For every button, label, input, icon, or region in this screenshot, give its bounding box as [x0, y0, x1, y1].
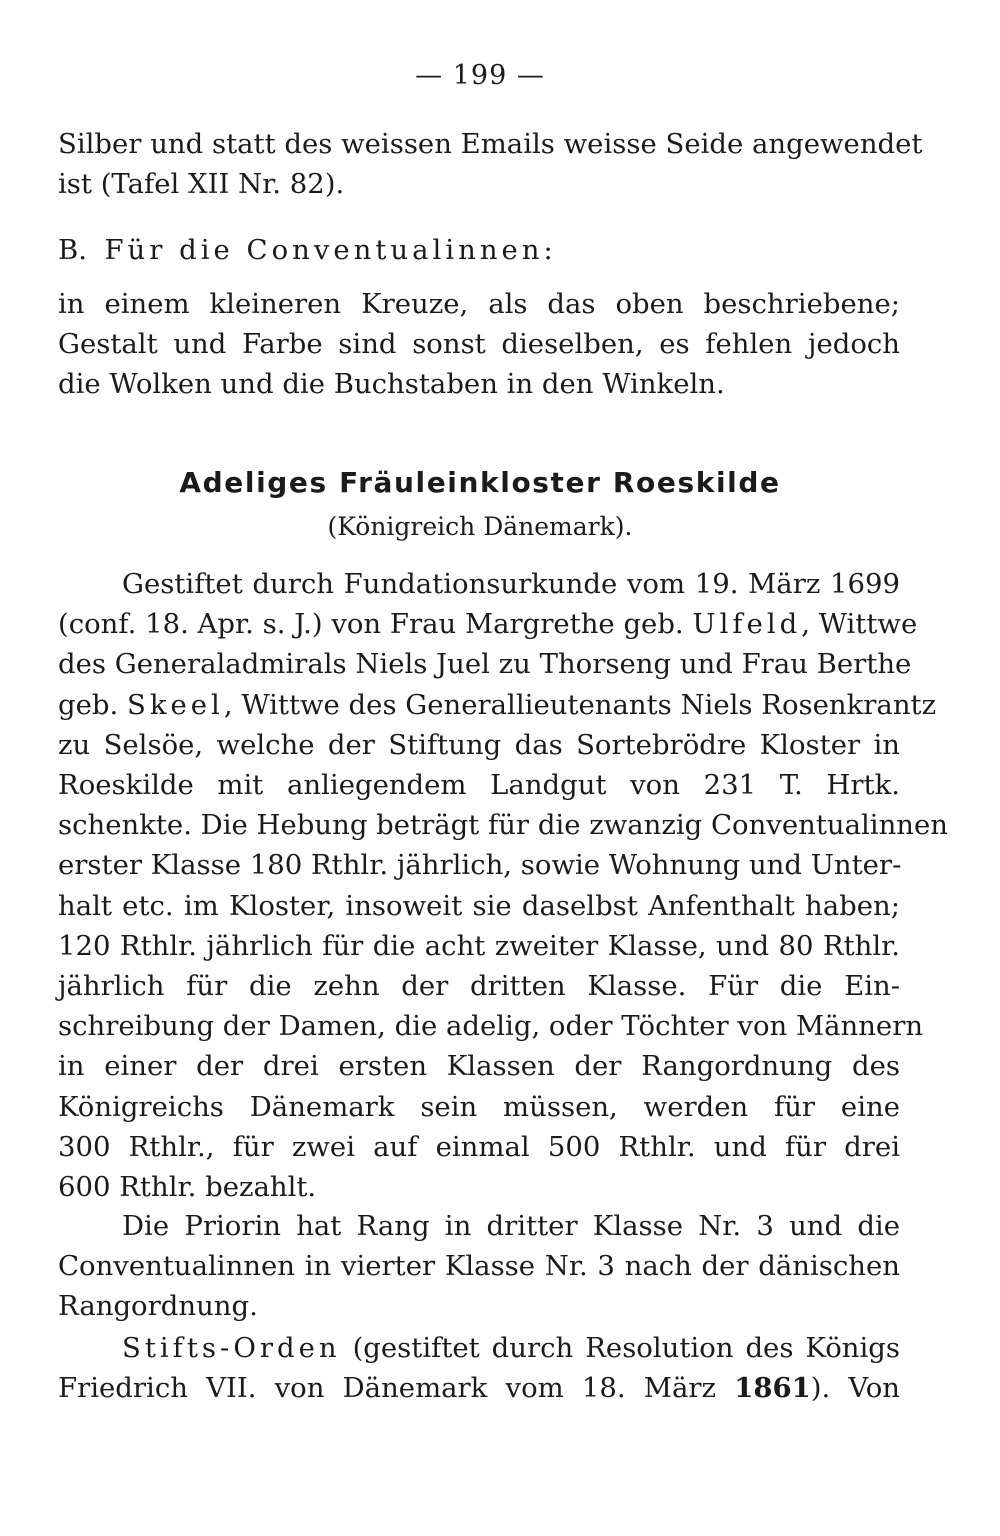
- text-line: erster Klasse 180 Rthlr. jährlich, sowie Wohnung und Unter-: [58, 849, 902, 882]
- text-line: 300 Rthlr., für zwei auf einmal 500 Rthlr. und für drei: [58, 1130, 900, 1163]
- section-b-label: B.: [58, 234, 87, 266]
- section-subheading: (Königreich Dänemark).: [327, 512, 633, 541]
- text-line: in einem kleineren Kreuze, als das oben beschriebene;: [58, 288, 900, 320]
- text-fragment: (conf. 18. Apr. s. J.) von Frau Margrethe geb.: [58, 608, 684, 641]
- text-line: 120 Rthlr. jährlich für die acht zweiter Klasse, und 80 Rthlr.: [58, 929, 900, 962]
- text-fragment: , Wittwe des Generallieutenants Niels Rosenkrantz: [223, 688, 937, 721]
- text-fragment: Friedrich VII. von Dänemark vom 18. März: [58, 1372, 735, 1405]
- paragraph-order: [58, 1328, 900, 1408]
- stifts-orden-term: Stifts-Orden: [122, 1332, 341, 1364]
- section-heading: Adeliges Fräuleinkloster Roeskilde: [179, 466, 781, 499]
- text-line: Gestiftet durch Fundationsurkunde vom 19. März 1699: [122, 568, 900, 600]
- text-line: ist (Tafel XII Nr. 82).: [58, 168, 345, 201]
- section-b: [58, 230, 900, 270]
- text-line: [58, 1328, 900, 1368]
- text-line: Roeskilde mit anliegendem Landgut von 231 T. Hrtk.: [58, 769, 900, 802]
- text-line: Königreichs Dänemark sein müssen, werden für eine: [58, 1090, 900, 1123]
- text-line: schreibung der Damen, die adelig, oder Töchter von Männern: [58, 1010, 924, 1043]
- text-line: Die Priorin hat Rang in dritter Klasse Nr. 3 und die: [122, 1210, 900, 1242]
- text-line: Gestalt und Farbe sind sonst dieselben, es fehlen jedoch: [58, 328, 900, 361]
- text-line: [58, 685, 937, 725]
- text-line: halt etc. im Kloster, insoweit sie daselbst Anfenthalt haben;: [58, 889, 900, 922]
- name-ulfeld: Ulfeld: [692, 608, 802, 641]
- text-fragment: (gestiftet durch Resolution des Königs: [340, 1332, 900, 1364]
- section-b-heading: [58, 230, 900, 270]
- page-number: — 199 —: [415, 60, 545, 91]
- text-line: schenkte. Die Hebung beträgt für die zwanzig Conventualinnen: [58, 809, 948, 842]
- section-b-title: Für die Conventualinnen:: [104, 234, 557, 266]
- text-line: in einer der drei ersten Klassen der Rangordnung des: [58, 1050, 900, 1083]
- year-1861: 1861: [734, 1372, 811, 1405]
- text-fragment: geb.: [58, 688, 119, 721]
- intro-paragraph: [58, 124, 923, 204]
- text-line: Conventualinnen in vierter Klasse Nr. 3 nach der dänischen: [58, 1250, 900, 1283]
- text-line: des Generaladmirals Niels Juel zu Thorseng und Frau Berthe: [58, 648, 912, 681]
- name-skeel: Skeel: [126, 688, 224, 721]
- paragraph-rank: [58, 1206, 900, 1327]
- text-line: [58, 1368, 900, 1408]
- text-line: jährlich für die zehn der dritten Klasse. Für die Ein-: [58, 970, 900, 1003]
- section-b-body: [58, 284, 900, 405]
- text-line: Rangordnung.: [58, 1290, 258, 1323]
- text-line: Silber und statt des weissen Emails weisse Seide angewendet: [58, 128, 923, 160]
- text-line: zu Selsöe, welche der Stiftung das Sortebrödre Kloster in: [58, 728, 900, 761]
- text-fragment: ). Von: [810, 1372, 900, 1405]
- text-line: [58, 604, 918, 644]
- text-line: 600 Rthlr. bezahlt.: [58, 1171, 317, 1204]
- paragraph-foundation: [58, 564, 948, 1207]
- text-fragment: , Wittwe: [801, 608, 918, 641]
- text-line: die Wolken und die Buchstaben in den Winkeln.: [58, 368, 725, 401]
